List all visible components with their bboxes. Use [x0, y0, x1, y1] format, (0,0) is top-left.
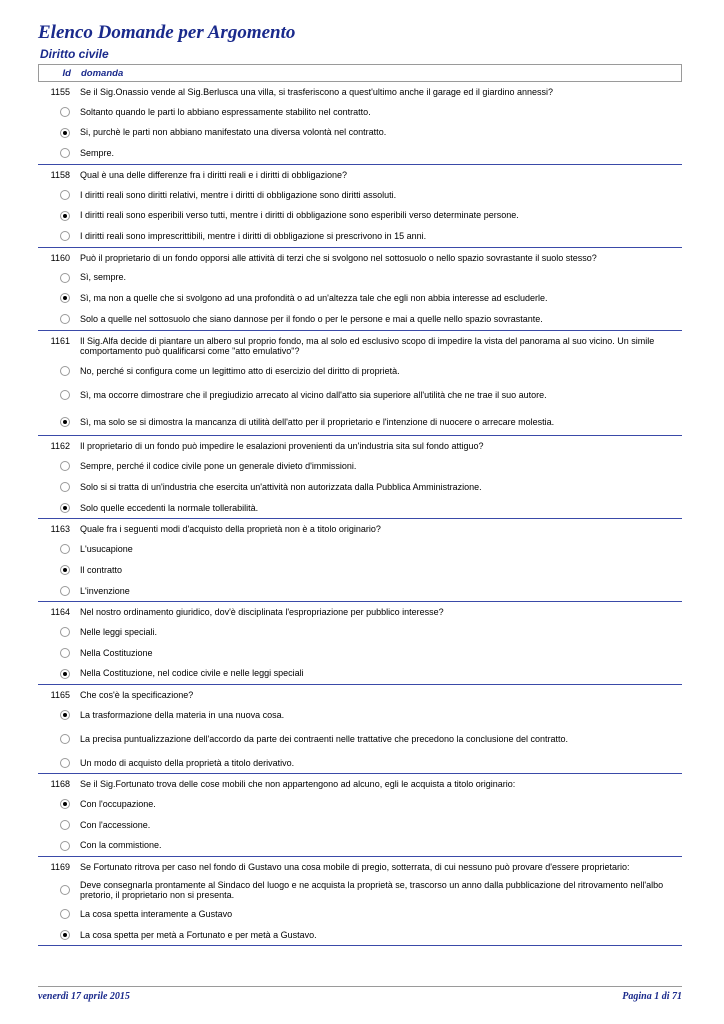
radio-cell — [38, 366, 80, 376]
answer-option[interactable] — [38, 622, 682, 643]
answer-text: I diritti reali sono imprescrittibili, mentre i diritti di obbligazione si prescrivono in 15 anni. — [80, 231, 427, 242]
question-block — [38, 436, 682, 519]
answer-option[interactable] — [38, 381, 682, 408]
answer-text: Con la commistione. — [80, 840, 162, 851]
answer-text: Con l'occupazione. — [80, 798, 156, 809]
question-row — [38, 331, 682, 361]
answer-option[interactable] — [38, 184, 682, 205]
question-text: Nel nostro ordinamento giuridico, dov'è disciplinata l'espropriazione per pubblico interesse? — [80, 607, 444, 618]
question-text: Se Fortunato ritrova per caso nel fondo di Gustavo una cosa mobile di pregio, sotterrata, di cui nessuno può provare d'essere proprietario: — [80, 862, 630, 873]
question-text: Se il Sig.Onassio vende al Sig.Berlusca una villa, si trasferiscono a quest'ultimo anche il garage ed il giardino annessi? — [80, 87, 553, 97]
answer-text: Sempre, perché il codice civile pone un generale divieto d'immissioni. — [80, 461, 357, 472]
answer-option[interactable] — [38, 143, 682, 164]
radio-cell — [38, 930, 80, 940]
radio-cell — [38, 710, 80, 720]
radio-unselected-icon[interactable] — [60, 190, 70, 200]
radio-unselected-icon[interactable] — [60, 390, 70, 400]
radio-cell — [38, 190, 80, 200]
question-id: 1169 — [50, 862, 70, 873]
footer-page-number: Pagina 1 di 71 — [622, 991, 682, 1002]
radio-cell — [38, 148, 80, 158]
questions-table — [38, 64, 682, 946]
question-id: 1161 — [50, 335, 70, 346]
question-block — [38, 331, 682, 437]
question-id: 1158 — [50, 169, 70, 180]
answer-option[interactable] — [38, 205, 682, 226]
radio-cell — [38, 565, 80, 575]
answer-option[interactable] — [38, 815, 682, 836]
answer-text: La trasformazione della materia in una nuova cosa. — [80, 709, 285, 720]
radio-unselected-icon[interactable] — [60, 544, 70, 554]
page-title: Elenco Domande per Argomento — [38, 22, 296, 43]
question-text: Che cos'è la specificazione? — [80, 690, 194, 701]
question-id: 1162 — [50, 441, 70, 452]
radio-cell — [38, 586, 80, 596]
question-id: 1165 — [50, 690, 70, 701]
radio-cell — [38, 128, 80, 138]
radio-selected-icon[interactable] — [60, 417, 70, 427]
radio-selected-icon[interactable] — [60, 565, 70, 575]
radio-unselected-icon[interactable] — [60, 885, 70, 895]
radio-selected-icon[interactable] — [60, 669, 70, 679]
answer-text: Sì, ma non a quelle che si svolgono ad una profondità o ad un'altezza tale che egli non abbia interesse ad escluderle. — [80, 293, 548, 304]
radio-unselected-icon[interactable] — [60, 366, 70, 376]
answer-text: Nella Costituzione — [80, 647, 153, 658]
radio-unselected-icon[interactable] — [60, 820, 70, 830]
radio-unselected-icon[interactable] — [60, 107, 70, 117]
radio-cell — [38, 758, 80, 768]
radio-unselected-icon[interactable] — [60, 231, 70, 241]
question-row — [38, 685, 682, 705]
radio-cell — [38, 669, 80, 679]
answer-option[interactable] — [38, 725, 682, 752]
question-block — [38, 519, 682, 602]
radio-cell — [38, 107, 80, 117]
question-text: Quale fra i seguenti modi d'acquisto della proprietà non è a titolo originario? — [80, 524, 381, 535]
question-id: 1164 — [50, 607, 70, 618]
questions-list — [38, 82, 682, 946]
answer-option[interactable] — [38, 477, 682, 498]
radio-cell — [38, 503, 80, 513]
question-id: 1168 — [50, 779, 70, 790]
radio-unselected-icon[interactable] — [60, 648, 70, 658]
answer-option[interactable] — [38, 102, 682, 123]
radio-cell — [38, 482, 80, 492]
question-row — [38, 602, 682, 622]
radio-cell — [38, 417, 80, 427]
answer-option[interactable] — [38, 924, 682, 945]
answer-text: L'invenzione — [80, 585, 130, 596]
answer-text: I diritti reali sono diritti relativi, mentre i diritti di obbligazione sono diritti assoluti. — [80, 189, 397, 200]
radio-cell — [38, 314, 80, 324]
answer-text: Solo si si tratta di un'industria che esercita un'attività non autorizzata dalla Pubblica Amministrazione. — [80, 481, 482, 492]
radio-cell — [38, 390, 80, 400]
answer-option[interactable] — [38, 794, 682, 815]
question-block — [38, 685, 682, 774]
question-text: Il proprietario di un fondo può impedire le esalazioni provenienti da un'industria sita sul fondo attiguo? — [80, 441, 484, 452]
radio-unselected-icon[interactable] — [60, 734, 70, 744]
table-header — [38, 64, 682, 82]
answer-option[interactable] — [38, 904, 682, 925]
radio-unselected-icon[interactable] — [60, 909, 70, 919]
answer-text: Nella Costituzione, nel codice civile e nelle leggi speciali — [80, 668, 304, 679]
radio-cell — [38, 461, 80, 471]
radio-selected-icon[interactable] — [60, 293, 70, 303]
question-block — [38, 165, 682, 248]
question-row — [38, 436, 682, 456]
radio-unselected-icon[interactable] — [60, 841, 70, 851]
answer-text: La cosa spetta per metà a Fortunato e per metà a Gustavo. — [80, 929, 317, 940]
answer-text: Deve consegnarla prontamente al Sindaco del luogo e ne acquista la proprietà se, trascorso un anno dalla pubblicazione del ritrovamento nell'albo pretorio, il proprietario non si presenta. — [80, 879, 664, 901]
radio-unselected-icon[interactable] — [60, 758, 70, 768]
question-row — [38, 165, 682, 185]
radio-cell — [38, 909, 80, 919]
question-text: Se il Sig.Fortunato trova delle cose mobili che non appartengono ad alcuno, egli le acquista a titolo originario: — [80, 779, 516, 790]
radio-selected-icon[interactable] — [60, 128, 70, 138]
answer-option[interactable] — [38, 226, 682, 247]
answer-text: Sì, ma occorre dimostrare che il pregiudizio arrecato al vicino dall'atto sia superiore all'utilità che ne trae il suo autore. — [80, 389, 547, 400]
radio-cell — [38, 544, 80, 554]
radio-selected-icon[interactable] — [60, 799, 70, 809]
answer-option[interactable] — [38, 122, 682, 143]
answer-option[interactable] — [38, 408, 682, 435]
radio-cell — [38, 627, 80, 637]
radio-cell — [38, 273, 80, 283]
question-id: 1163 — [50, 524, 70, 535]
radio-cell — [38, 231, 80, 241]
answer-option[interactable] — [38, 309, 682, 330]
radio-cell — [38, 648, 80, 658]
radio-cell — [38, 841, 80, 851]
answer-option[interactable] — [38, 643, 682, 664]
answer-option[interactable] — [38, 877, 682, 904]
answer-text: La precisa puntualizzazione dell'accordo da parte dei contraenti nelle trattative che precedono la conclusione del contratto. — [80, 733, 569, 744]
answer-text: Sì, sempre. — [80, 272, 127, 283]
radio-cell — [38, 820, 80, 830]
question-row — [38, 857, 682, 877]
answer-text: Sempre. — [80, 148, 115, 159]
question-row — [38, 248, 682, 268]
answer-text: Soltanto quando le parti lo abbiano espressamente stabilito nel contratto. — [80, 106, 371, 117]
answer-option[interactable] — [38, 663, 682, 684]
answer-text: La cosa spetta interamente a Gustavo — [80, 908, 233, 919]
question-block — [38, 857, 682, 946]
answer-option[interactable] — [38, 705, 682, 726]
answer-option[interactable] — [38, 267, 682, 288]
radio-cell — [38, 734, 80, 744]
answer-text: Il contratto — [80, 564, 123, 575]
radio-selected-icon[interactable] — [60, 930, 70, 940]
answer-option[interactable] — [38, 835, 682, 856]
radio-selected-icon[interactable] — [60, 710, 70, 720]
answer-option[interactable] — [38, 560, 682, 581]
radio-cell — [38, 293, 80, 303]
answer-text: I diritti reali sono esperibili verso tutti, mentre i diritti di obbligazione sono esperibili verso determinate persone. — [80, 210, 519, 221]
question-row — [38, 774, 682, 794]
radio-unselected-icon[interactable] — [60, 273, 70, 283]
radio-unselected-icon[interactable] — [60, 314, 70, 324]
answer-option[interactable] — [38, 539, 682, 560]
radio-cell — [38, 885, 80, 895]
answer-option[interactable] — [38, 498, 682, 519]
question-text: Qual è una delle differenze fra i diritti reali e i diritti di obbligazione? — [80, 169, 347, 180]
question-id: 1155 — [50, 87, 70, 97]
radio-unselected-icon[interactable] — [60, 482, 70, 492]
answer-option[interactable] — [38, 580, 682, 601]
question-block — [38, 82, 682, 165]
footer-date: venerdì 17 aprile 2015 — [38, 991, 130, 1002]
answer-text: L'usucapione — [80, 544, 133, 554]
question-block — [38, 602, 682, 685]
answer-text: Sì, ma solo se si dimostra la mancanza di utilità dell'atto per il proprietario e l'intenzione di nuocere o arrecare molestia. — [80, 416, 555, 427]
answer-text: Un modo di acquisto della proprietà a titolo derivativo. — [80, 757, 295, 768]
radio-cell — [38, 799, 80, 809]
answer-option[interactable] — [38, 288, 682, 309]
question-text: Può il proprietario di un fondo opporsi alle attività di terzi che si svolgono nel sottosuolo o nello spazio sovrastante il suolo stesso? — [80, 252, 597, 263]
radio-unselected-icon[interactable] — [60, 586, 70, 596]
answer-text: Nelle leggi speciali. — [80, 626, 158, 637]
question-id: 1160 — [50, 252, 70, 263]
column-header-question: domanda — [81, 67, 124, 79]
answer-text: Con l'accessione. — [80, 819, 151, 830]
answer-text: No, perché si configura come un legittimo atto di esercizio del diritto di proprietà. — [80, 365, 400, 376]
radio-selected-icon[interactable] — [60, 211, 70, 221]
answer-option[interactable] — [38, 361, 682, 382]
answer-option[interactable] — [38, 752, 682, 773]
question-row — [38, 82, 682, 102]
radio-unselected-icon[interactable] — [60, 148, 70, 158]
answer-text: Si, purchè le parti non abbiano manifestato una diversa volontà nel contratto. — [80, 127, 387, 138]
radio-cell — [38, 211, 80, 221]
answer-option[interactable] — [38, 456, 682, 477]
answer-text: Solo a quelle nel sottosuolo che siano dannose per il fondo o per le persone e mai a quelle nello spazio sovrastante. — [80, 314, 543, 325]
question-row — [38, 519, 682, 539]
radio-unselected-icon[interactable] — [60, 627, 70, 637]
footer-divider — [38, 986, 682, 987]
radio-selected-icon[interactable] — [60, 503, 70, 513]
question-block — [38, 248, 682, 331]
radio-unselected-icon[interactable] — [60, 461, 70, 471]
section-subtitle: Diritto civile — [40, 47, 109, 61]
question-text: Il Sig.Alfa decide di piantare un albero sul proprio fondo, ma al solo ed esclusivo scopo di impedire la vista del panorama al suo vicino. Un simile comportamento può qualificarsi come "atto emulativo"? — [80, 335, 655, 357]
answer-text: Solo quelle eccedenti la normale tollerabilità. — [80, 502, 259, 513]
question-block — [38, 774, 682, 857]
column-header-id: Id — [62, 67, 71, 79]
